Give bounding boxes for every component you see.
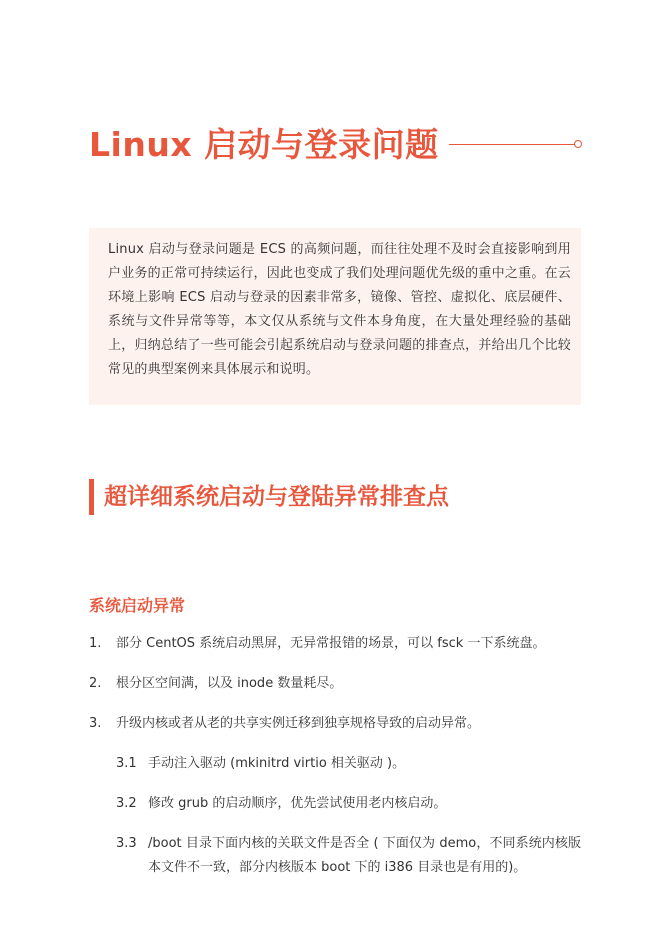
title-decoration-dot-icon <box>574 140 582 148</box>
intro-paragraph: Linux 启动与登录问题是 ECS 的高频问题，而往往处理不及时会直接影响到用户业务的正常可持续运行，因此也变成了我们处理问题优先级的重中之重。在云环境上影响 ECS 启动与登录的因素非常多，镜像、管控、虚拟化、底层硬件、系统与文件异常等等，本文仅从系统与文件本身角度，在大量处理经验的基础上，归纳总结了一些可能会引起系统启动与登录问题的排查点，并给出几个比较常见的典型案例来具体展示和说明。 <box>108 242 571 377</box>
title-row <box>89 122 589 170</box>
subsection-title: 系统启动异常 <box>89 596 186 615</box>
section-heading <box>89 478 569 514</box>
page-title: Linux 启动与登录问题 <box>89 125 439 164</box>
list-item-number: 1. <box>89 636 102 651</box>
title-decoration-line <box>449 144 575 145</box>
list-item-number: 2. <box>89 676 102 691</box>
list-item-text: 部分 CentOS 系统启动黑屏，无异常报错的场景，可以 fsck 一下系统盘。 <box>116 636 546 651</box>
intro-box <box>89 228 581 405</box>
sub-list-item-number: 3.1 <box>116 756 137 771</box>
sub-list-item-text: /boot 目录下面内核的关联文件是否全 ( 下面仅为 demo，不同系统内核版本文件不一致，部分内核版本 boot 下的 i386 目录也是有用的)。 <box>148 836 581 875</box>
sub-list-item-number: 3.3 <box>116 836 137 851</box>
section-title: 超详细系统启动与登陆异常排查点 <box>104 484 449 510</box>
list-item-text: 根分区空间满，以及 inode 数量耗尽。 <box>116 676 343 691</box>
sub-list-item-text: 修改 grub 的启动顺序，优先尝试使用老内核启动。 <box>148 796 447 811</box>
list-item-text: 升级内核或者从老的共享实例迁移到独享规格导致的启动异常。 <box>116 716 481 731</box>
sub-list-item-text: 手动注入驱动 (mkinitrd virtio 相关驱动 )。 <box>148 756 406 771</box>
sub-list-item-number: 3.2 <box>116 796 137 811</box>
section-accent-bar <box>89 479 94 515</box>
list-item-number: 3. <box>89 716 102 731</box>
